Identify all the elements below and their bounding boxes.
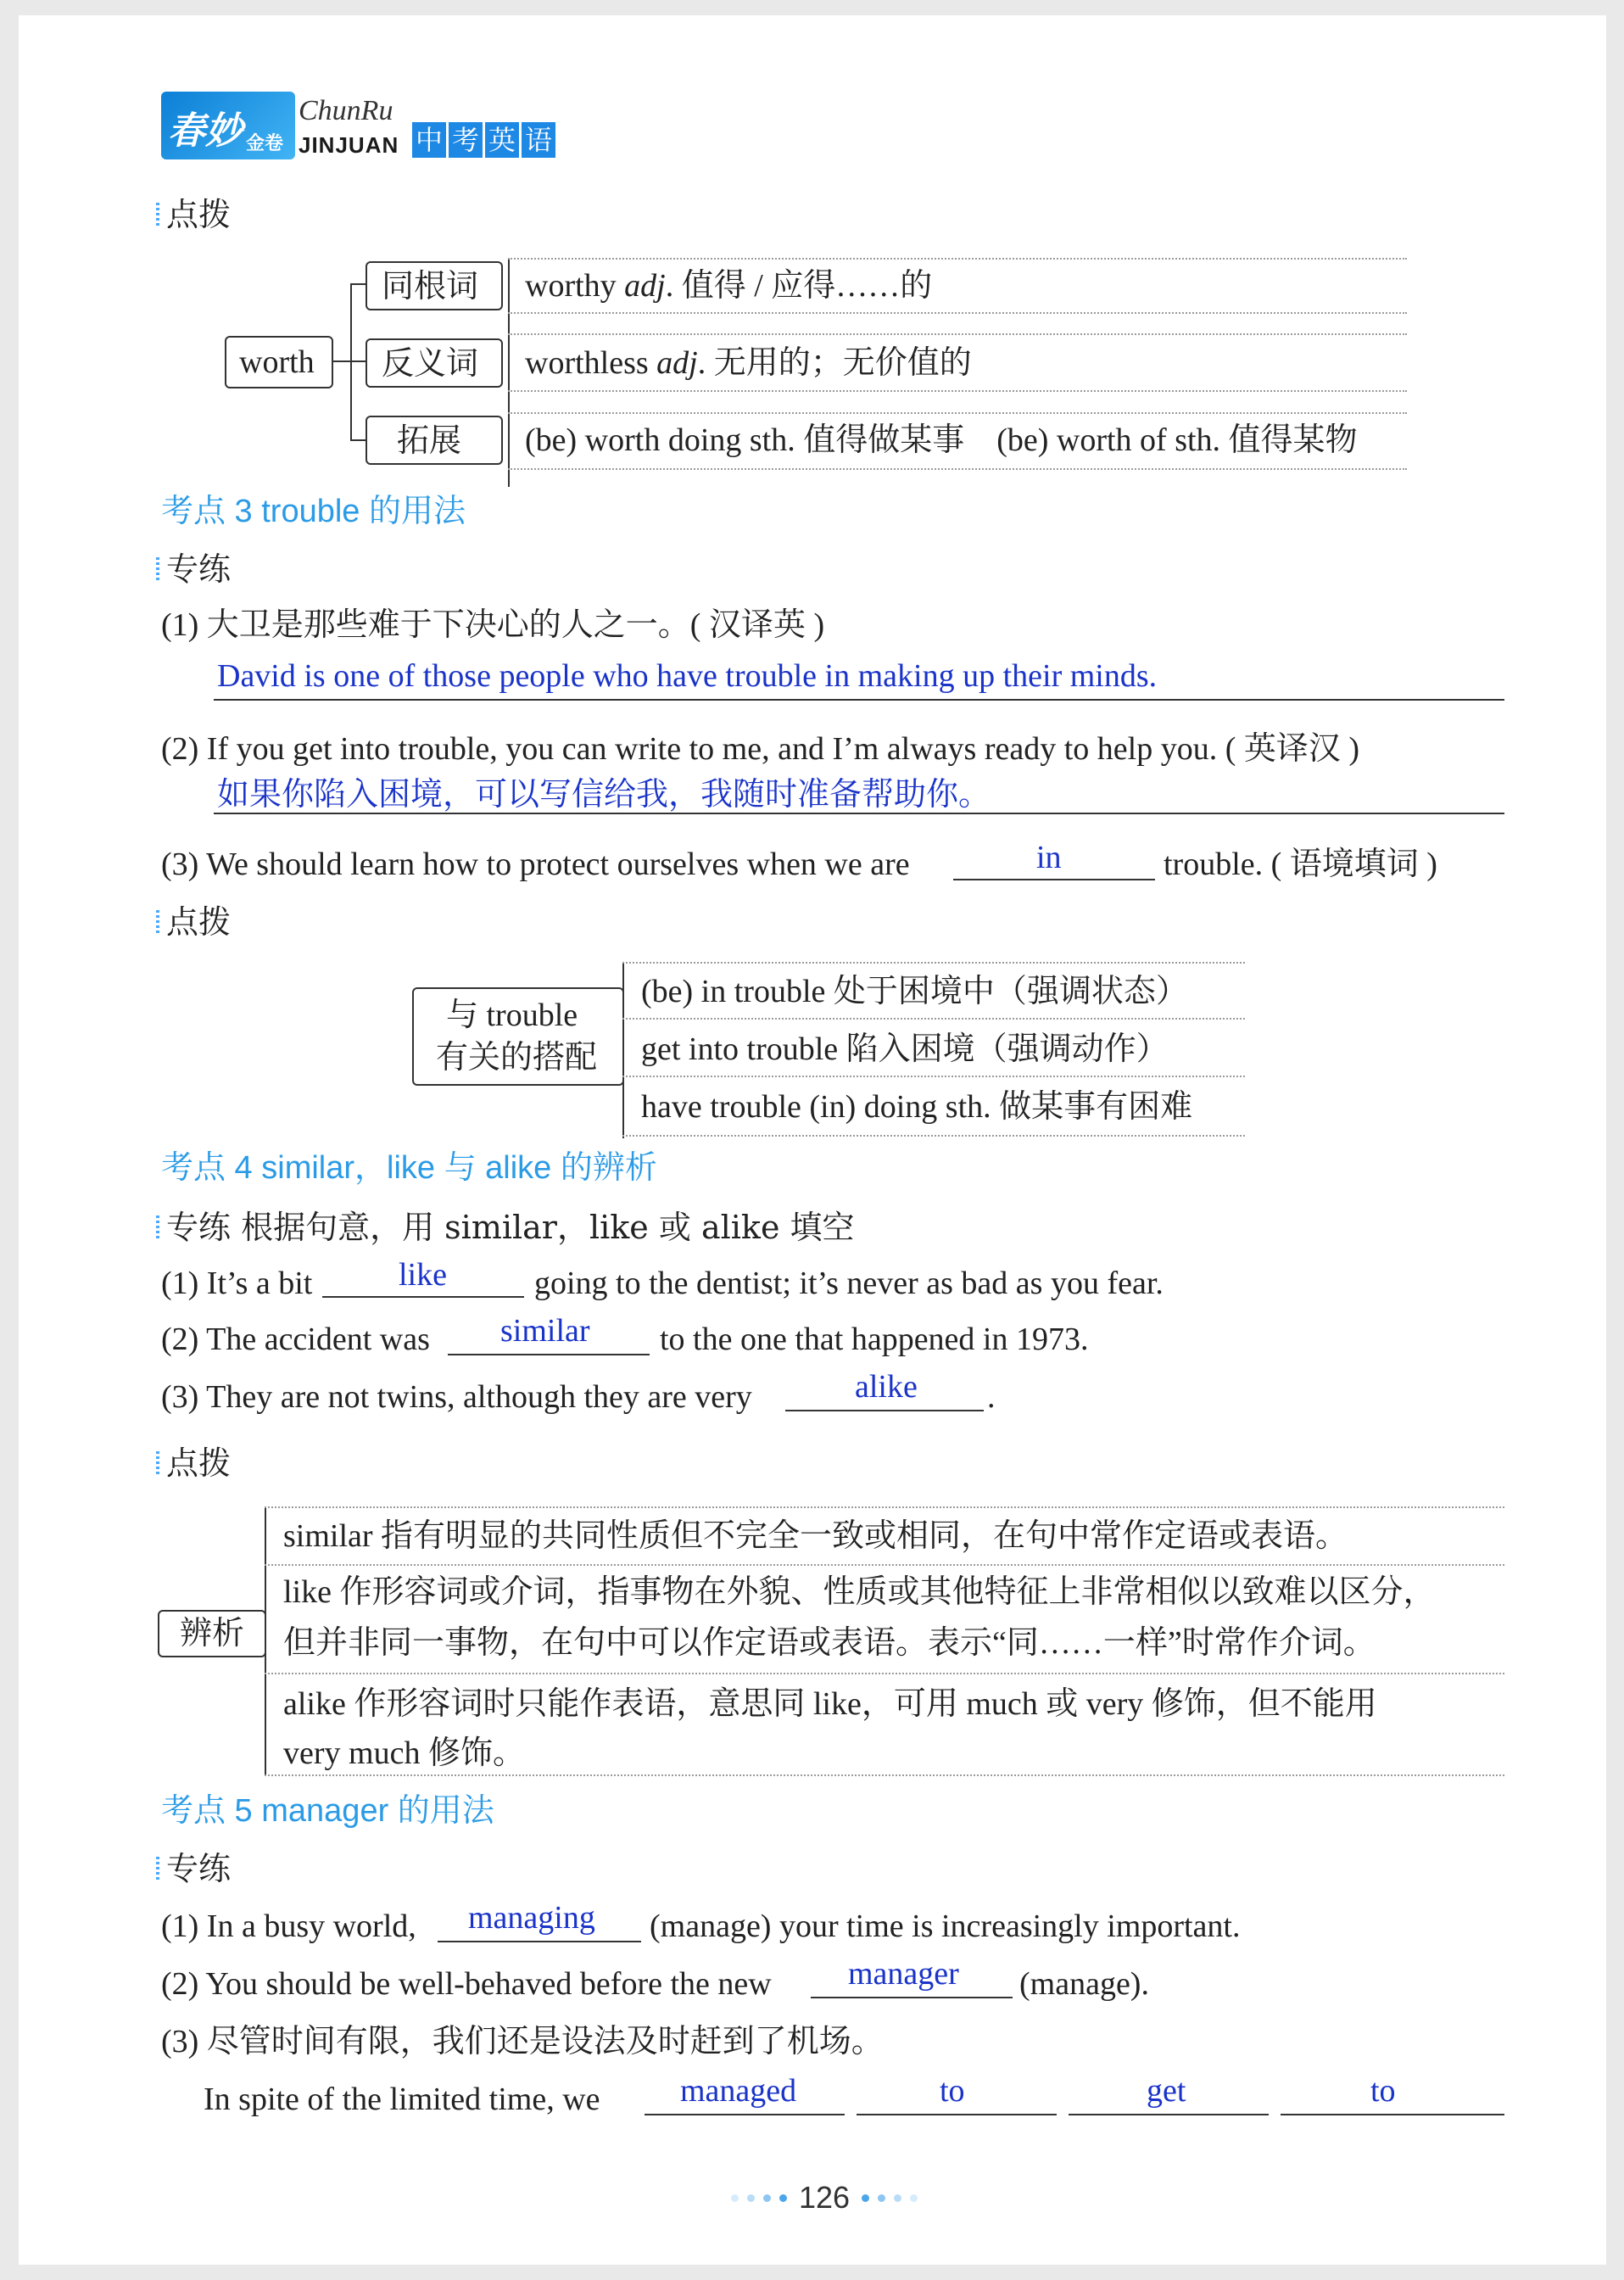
kp5-a2-blank[interactable] — [811, 1997, 1013, 1998]
kp5-a2: manager — [848, 1956, 959, 1992]
page — [19, 15, 1606, 2265]
analysis-similar: similar 指有明显的共同性质但不完全一致或相同，在句中常作定语或表语。 — [283, 1518, 1348, 1554]
kp5-a3-3: get — [1147, 2073, 1186, 2109]
kp3-a1: David is one of those people who have trouble in making up their minds. — [217, 658, 1158, 694]
tag-antonym-text: 反义词 — [382, 344, 479, 382]
worth-root: worth — [239, 344, 315, 380]
kp5-a3-blank-1[interactable] — [645, 2114, 845, 2115]
kp5-title: 考点 5 manager 的用法 — [161, 1793, 494, 1829]
analysis-like-2: 但并非同一事物，在句中可以作定语或表语。表示“同……一样”时常作介词。 — [283, 1625, 1376, 1661]
kp5-q2-post: (manage). — [1019, 1966, 1149, 2002]
kp3-title: 考点 3 trouble 的用法 — [161, 494, 466, 529]
kp3-q1: (1) 大卫是那些难于下决心的人之一。( 汉译英 ) — [161, 607, 825, 643]
kp5-a3-blank-3[interactable] — [1069, 2114, 1269, 2115]
cognate-text: worthy adj. 值得 / 应得……的 — [525, 268, 933, 304]
kp5-q3: (3) 尽管时间有限，我们还是设法及时赶到了机场。 — [161, 2024, 884, 2059]
kp3-q3-pre: (3) We should learn how to protect ourselves when we are — [161, 847, 910, 882]
trouble-title-1: 与 trouble — [446, 998, 578, 1033]
kp4-q3-pre: (3) They are not twins, although they are very — [161, 1379, 752, 1415]
page-footer — [697, 2180, 952, 2216]
kp4-tip-label: 点拨 — [156, 1447, 231, 1479]
extension-text: (be) worth doing sth. 值得做某事 (be) worth of sth. 值得某物 — [525, 422, 1358, 458]
kp4-practice-label: 专练 根据句意，用 similar，like 或 alike 填空 — [156, 1211, 855, 1243]
kp3-a1-line — [214, 699, 1504, 701]
logo-badge: 春妙 金卷 — [161, 92, 295, 159]
kp4-title: 考点 4 similar，like 与 alike 的辨析 — [161, 1150, 657, 1186]
kp5-practice-label: 专练 — [156, 1852, 231, 1885]
kp5-a3-4: to — [1370, 2073, 1396, 2109]
kp4-q2-pre: (2) The accident was — [161, 1322, 430, 1357]
analysis-alike-1: alike 作形容词时只能作表语，意思同 like，可用 much 或 very 修饰，但不能用 — [283, 1686, 1377, 1722]
header-logo — [161, 92, 555, 165]
kp4-a1: like — [399, 1257, 447, 1293]
kp4-a2: similar — [500, 1313, 590, 1349]
antonym-text: worthless adj. 无用的；无价值的 — [525, 345, 972, 381]
kp4-a3: alike — [855, 1369, 918, 1405]
kp3-a3: in — [1036, 840, 1062, 875]
kp5-q1-post: (manage) your time is increasingly important. — [650, 1908, 1241, 1944]
analysis-tag: 辨析 — [180, 1614, 245, 1651]
kp5-a3-blank-2[interactable] — [857, 2114, 1057, 2115]
kp4-a1-blank[interactable] — [322, 1296, 524, 1298]
kp3-practice-label: 专练 — [156, 553, 231, 585]
kp3-q2: (2) If you get into trouble, you can write to me, and I’m always ready to help you. ( 英译汉 ) — [161, 731, 1360, 767]
kp3-a2: 如果你陷入困境，可以写信给我，我随时准备帮助你。 — [217, 777, 991, 813]
analysis-like-1: like 作形容词或介词，指事物在外貌、性质或其他特征上非常相似以致难以区分， — [283, 1574, 1436, 1610]
kp3-tip-label: 点拨 — [156, 906, 231, 938]
kp5-q2-pre: (2) You should be well-behaved before the new — [161, 1966, 772, 2002]
kp3-q3-post: trouble. ( 语境填词 ) — [1164, 847, 1437, 882]
kp3-a3-blank[interactable] — [953, 879, 1155, 880]
kp4-a3-blank[interactable] — [785, 1410, 984, 1411]
page-number: 126 — [798, 2180, 851, 2215]
kp5-a3-blank-4[interactable] — [1281, 2114, 1504, 2115]
kp5-a3-1: managed — [680, 2073, 797, 2109]
tag-extension-text: 拓展 — [397, 422, 462, 459]
logo-script: ChunRu — [299, 95, 393, 126]
kp4-q1-pre: (1) It’s a bit — [161, 1266, 313, 1301]
kp5-q1-pre: (1) In a busy world, — [161, 1908, 416, 1944]
trouble-title-2: 有关的搭配 — [436, 1040, 598, 1076]
tag-cognate-text: 同根词 — [382, 267, 479, 305]
trouble-row-3: have trouble (in) doing sth. 做某事有困难 — [641, 1089, 1193, 1125]
trouble-row-1: (be) in trouble 处于困境中（强调状态） — [641, 974, 1188, 1009]
analysis-alike-2: very much 修饰。 — [283, 1735, 525, 1771]
tip-label: 点拨 — [156, 198, 231, 231]
kp5-a3-2: to — [940, 2073, 965, 2109]
logo-brand: JINJUAN — [299, 132, 399, 158]
kp5-a1: managing — [468, 1900, 595, 1936]
kp5-a1-blank[interactable] — [438, 1941, 641, 1942]
trouble-row-2: get into trouble 陷入困境（强调动作） — [641, 1031, 1169, 1067]
logo-title: 中 考 英 语 — [412, 122, 555, 158]
kp5-q3-en: In spite of the limited time, we — [204, 2082, 600, 2117]
kp4-q2-post: to the one that happened in 1973. — [660, 1322, 1089, 1357]
kp4-q3-post: . — [987, 1379, 996, 1415]
kp4-a2-blank[interactable] — [448, 1354, 650, 1355]
kp3-a2-line — [214, 813, 1504, 814]
kp4-q1-post: going to the dentist; it’s never as bad as you fear. — [534, 1266, 1164, 1301]
